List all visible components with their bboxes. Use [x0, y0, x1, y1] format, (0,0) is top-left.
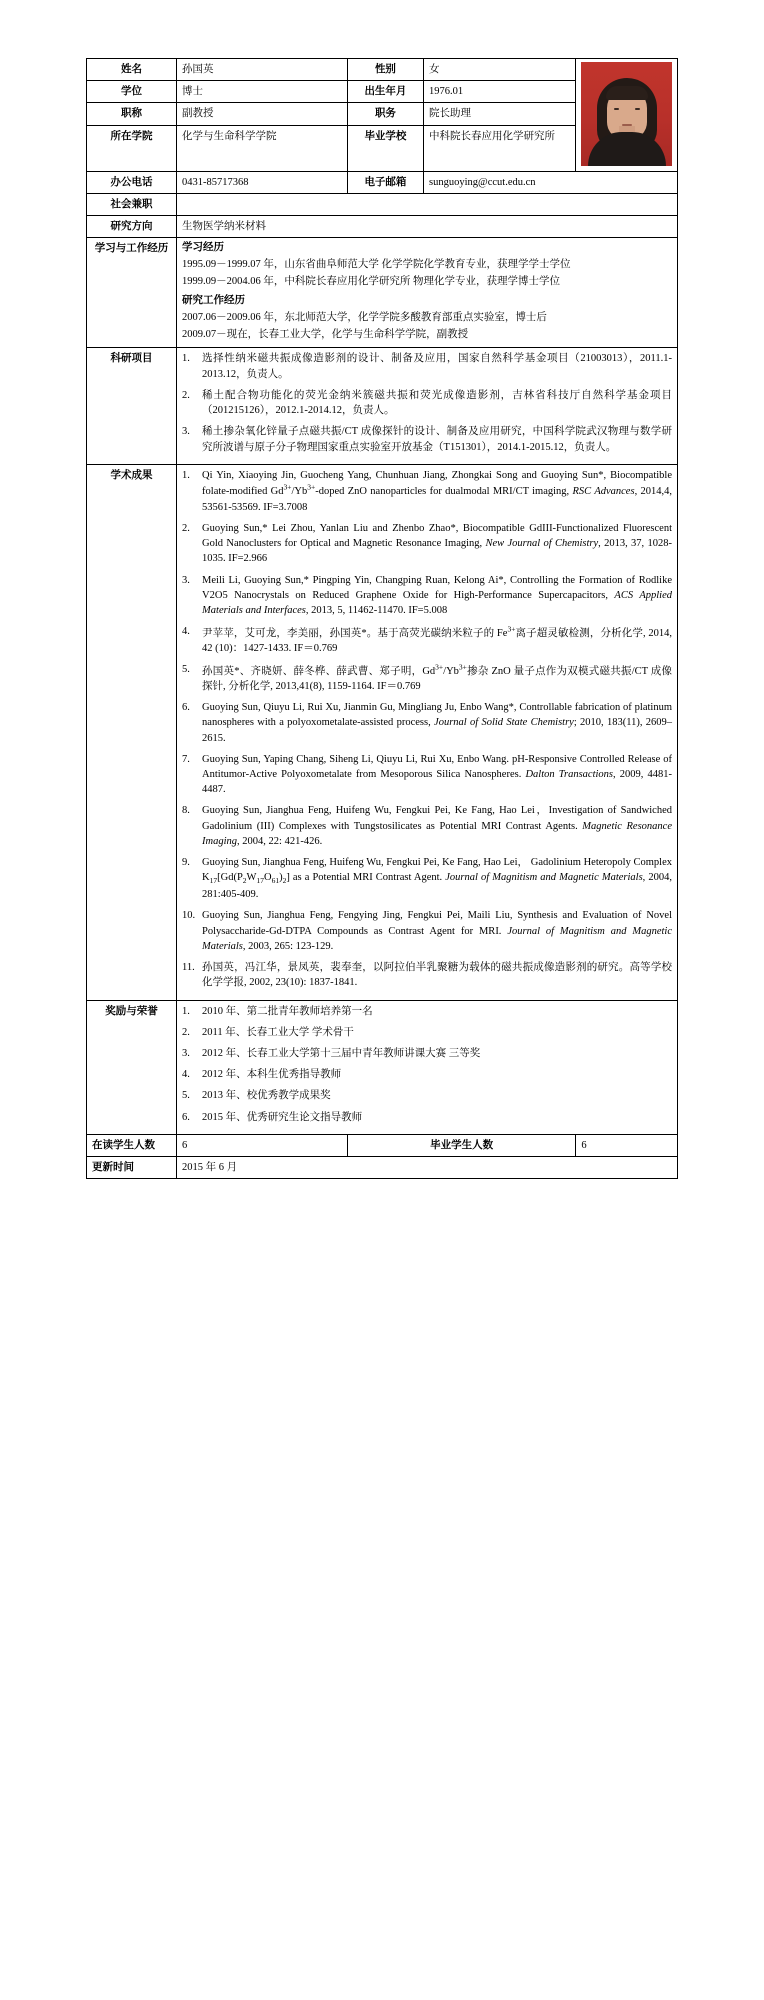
item-number: 3.: [182, 574, 190, 586]
item-number: 1.: [182, 469, 190, 481]
label-post: 职务: [347, 103, 423, 125]
value-title: 副教授: [177, 103, 348, 125]
value-research-direction: 生物医学纳米材料: [177, 216, 678, 238]
value-post: 院长助理: [424, 103, 576, 125]
label-birth: 出生年月: [347, 81, 423, 103]
achievement-text: Guoying Sun, Jianghua Feng, Huifeng Wu, Fengkui Pei, Ke Fang, Hao Lei，Investigation of Sandwiched Gadolinium (III) Complexes with Tungstosilicates as Potential MRI Contrast Agents. Magnetic Resonance Imaging, 2004, 22: 421-426.: [202, 805, 672, 847]
list-item: [182, 700, 672, 746]
value-graduated-students: 6: [576, 1134, 678, 1156]
value-gender: 女: [424, 59, 576, 81]
list-item: [182, 908, 672, 954]
label-research-direction: 研究方向: [87, 216, 177, 238]
label-college: 所在学院: [87, 125, 177, 171]
value-office-phone: 0431-85717368: [177, 171, 348, 193]
achievement-text: Guoying Sun, Yaping Chang, Siheng Li, Qiuyu Li, Rui Xu, Enbo Wang. pH-Responsive Controlled Release of Antitumor-Active Polyoxometalate from Mesoporous Silica Nanospheres. Dalton Transactions, 2009, 4481-4487.: [202, 753, 673, 796]
achievement-text: Qi Yin, Xiaoying Jin, Guocheng Yang, Chunhuan Jiang, Zhongkai Song and Guoying Sun*, Biocompatible folate-modified $Gd^{3+}/Yb^{3+}$-doped ZnO nanoparticles for dualmodal MRI/CT imaging, RSC Advances, 2014,4, 53561-53569. IF=3.7008: [202, 469, 673, 513]
label-email: 电子邮箱: [347, 171, 423, 193]
education-item: 1995.09－1999.07 年，山东省曲阜师范大学 化学学院化学教育专业，获理学学士学位: [182, 259, 571, 270]
value-update-time: 2015 年 6 月: [177, 1157, 678, 1179]
list-item: [182, 1067, 672, 1082]
fringe-shape: [606, 86, 648, 100]
label-social: 社会兼职: [87, 193, 177, 215]
award-list: [182, 1004, 672, 1125]
achievement-text: 尹苹苹，艾可龙，李美丽，孙国英*。基于高荧光碳纳米粒子的 $Fe^{3+}$离子超灵敏检测，分析化学, 2014, 42 (10)：1427-1433. IF＝0.769: [202, 624, 673, 654]
item-number: 6.: [182, 702, 190, 714]
eye-right-shape: [635, 108, 640, 110]
table-row-update-time: [87, 1157, 678, 1179]
table-row-research-direction: [87, 216, 678, 238]
achievement-text: Guoying Sun, Jianghua Feng, Huifeng Wu, Fengkui Pei, Ke Fang, Hao Lei， Gadolinium Heteropoly Complex $K_{17}[Gd(P_2W_{17}O_{61})_2]$ as a Potential MRI Contrast Agent. Journal of Magnitism and Magnetic Materials, 2004, 281:405-409.: [202, 857, 673, 901]
item-number: 9.: [182, 857, 190, 869]
project-text: 稀土配合物功能化的荧光金纳米簇磁共振和荧光成像造影剂，吉林省科技厅自然科学基金项目（201215126），2012.1-2014.12，负责人。: [202, 389, 672, 417]
value-email: sunguoying@ccut.edu.cn: [424, 171, 678, 193]
list-item: [182, 351, 672, 381]
value-grad-school: 中科院长春应用化学研究所: [424, 125, 576, 171]
list-item: [182, 1088, 672, 1103]
achievement-text: Guoying Sun, Qiuyu Li, Rui Xu, Jianmin Gu, Mingliang Ju, Enbo Wang*, Controllable fabrication of platinum nanospheres with a polyoxometalate-assisted process, Journal of Solid State Chemistry; 2010, 183(11), 2609–2615.: [202, 702, 673, 744]
item-number: 2.: [182, 1026, 190, 1038]
label-title: 职称: [87, 103, 177, 125]
item-number: 3.: [182, 1048, 190, 1059]
achievement-text: Guoying Sun, Jianghua Feng, Fengying Jing, Fengkui Pei, Maili Liu, Synthesis and Evaluation of Novel Polysaccharide-Gd-DTPA Compounds as Contrast Agent for MRI. Journal of Magnitism and Magnetic Materials, 2003, 265: 123-129.: [202, 910, 672, 952]
list-item: [182, 960, 672, 990]
award-text: 2011 年、长春工业大学 学术骨干: [202, 1026, 354, 1038]
label-projects: 科研项目: [87, 348, 177, 464]
item-number: 10.: [182, 910, 196, 922]
table-row-study-work: [87, 238, 678, 348]
list-item: [182, 1004, 672, 1019]
label-name: 姓名: [87, 59, 177, 81]
achievement-list: [182, 468, 672, 991]
work-item: 2007.06－2009.06 年，东北师范大学，化学学院多酸教育部重点实验室，博士后: [182, 312, 547, 324]
table-row-social: [87, 193, 678, 215]
item-number: 1.: [182, 353, 190, 365]
item-number: 5.: [182, 1090, 190, 1102]
list-item: [182, 573, 672, 619]
label-degree: 学位: [87, 81, 177, 103]
value-name: 孙国英: [177, 59, 348, 81]
value-current-students: 6: [177, 1134, 348, 1156]
item-number: 2.: [182, 389, 190, 401]
photo-cell: [576, 59, 678, 172]
list-item: [182, 468, 672, 515]
item-number: 6.: [182, 1111, 190, 1123]
item-number: 3.: [182, 426, 190, 438]
list-item: [182, 855, 672, 902]
work-section-title: 研究工作经历: [182, 295, 246, 307]
list-item: [182, 1046, 672, 1061]
list-item: [182, 1110, 672, 1125]
label-gender: 性别: [347, 59, 423, 81]
value-projects: [177, 348, 678, 464]
item-number: 5.: [182, 664, 190, 676]
item-number: 1.: [182, 1005, 190, 1017]
value-study-work: [177, 238, 678, 348]
value-achievements: [177, 464, 678, 1000]
list-item: [182, 521, 672, 567]
label-awards: 奖励与荣誉: [87, 1000, 177, 1134]
award-text: 2015 年、优秀研究生论文指导教师: [202, 1111, 363, 1123]
label-office-phone: 办公电话: [87, 171, 177, 193]
value-awards: [177, 1000, 678, 1134]
award-text: 2010 年、第二批青年教师培养第一名: [202, 1005, 373, 1017]
item-number: 2.: [182, 522, 190, 534]
label-grad-school: 毕业学校: [347, 125, 423, 171]
list-item: [182, 662, 672, 694]
achievement-text: Guoying Sun,* Lei Zhou, Yanlan Liu and Zhenbo Zhao*, Biocompatible GdIII-Functionalized Fluorescent Gold Nanoclusters for Optical and Magnetic Resonance Imaging, New Journal of Chemistry, 2013, 37, 1028-1035. IF=2.966: [202, 522, 672, 565]
table-row-awards: [87, 1000, 678, 1134]
achievement-text: 孙国英，冯江华，景凤英，裴奉奎，以阿拉伯半乳聚糖为载体的磁共振成像造影剂的研究。高等学校化学学报, 2002, 23(10): 1837-1841.: [202, 962, 672, 989]
label-update-time: 更新时间: [87, 1157, 177, 1179]
award-text: 2012 年、本科生优秀指导教师: [202, 1069, 342, 1081]
list-item: [182, 1025, 672, 1040]
project-list: [182, 351, 672, 454]
award-text: 2012 年、长春工业大学第十三届中青年教师讲课大赛 三等奖: [202, 1048, 481, 1059]
list-item: [182, 752, 672, 798]
item-number: 8.: [182, 805, 190, 817]
eye-left-shape: [614, 108, 619, 110]
cv-table: [86, 58, 678, 1179]
education-item: 1999.09－2004.06 年，中科院长春应用化学研究所 物理化学专业，获理学博士学位: [182, 275, 561, 287]
work-item: 2009.07－现在，长春工业大学，化学与生命科学学院，副教授: [182, 328, 469, 340]
label-graduated-students: 毕业学生人数: [347, 1134, 576, 1156]
portrait-photo: [581, 62, 672, 166]
list-item: [182, 424, 672, 454]
project-text: 稀土掺杂氧化锌量子点磁共振/CT 成像探针的设计、制备及应用研究，中国科学院武汉物理与数学研究所波谱与原子分子物理国家重点实验室开放基金（T151301），2014.1-2015.12，负责人。: [202, 426, 672, 453]
list-item: [182, 803, 672, 849]
value-degree: 博士: [177, 81, 348, 103]
list-item: [182, 624, 672, 656]
education-section-title: 学习经历: [182, 242, 225, 254]
item-number: 7.: [182, 753, 190, 765]
label-study-work: 学习与工作经历: [87, 238, 177, 348]
item-number: 4.: [182, 1069, 190, 1081]
label-current-students: 在读学生人数: [87, 1134, 177, 1156]
project-text: 选择性纳米磁共振成像造影剂的设计、制备及应用，国家自然科学基金项目（21003013），2011.1-2013.12，负责人。: [202, 353, 672, 380]
label-achievements: 学术成果: [87, 464, 177, 1000]
achievement-text: Meili Li, Guoying Sun,* Pingping Yin, Changping Ruan, Kelong Ai*, Controlling the Formation of Rodlike V2O5 Nanocrystals on Reduced Graphene Oxide for High-Performance Supercapacitors, ACS Applied Materials and Interfaces, 2013, 5, 11462-11470. IF=5.008: [202, 574, 673, 616]
table-row-contact: [87, 171, 678, 193]
value-birth: 1976.01: [424, 81, 576, 103]
award-text: 2013 年、校优秀教学成果奖: [202, 1090, 331, 1102]
value-social: [177, 193, 678, 215]
table-row-achievements: [87, 464, 678, 1000]
achievement-text: 孙国英*、齐晓妍、薛冬桦、薛武曹、郑子明，$Gd^{3+}/Yb^{3+}$掺杂 ZnO 量子点作为双模式磁共振/CT 成像探针, 分析化学, 2013,41(8), 1159-1164. IF＝0.769: [202, 662, 672, 692]
list-item: [182, 388, 672, 418]
table-row-student-counts: [87, 1134, 678, 1156]
value-college: 化学与生命科学学院: [177, 125, 348, 171]
item-number: 11.: [182, 962, 195, 974]
table-row-projects: [87, 348, 678, 464]
table-row-name: [87, 59, 678, 81]
item-number: 4.: [182, 626, 190, 638]
